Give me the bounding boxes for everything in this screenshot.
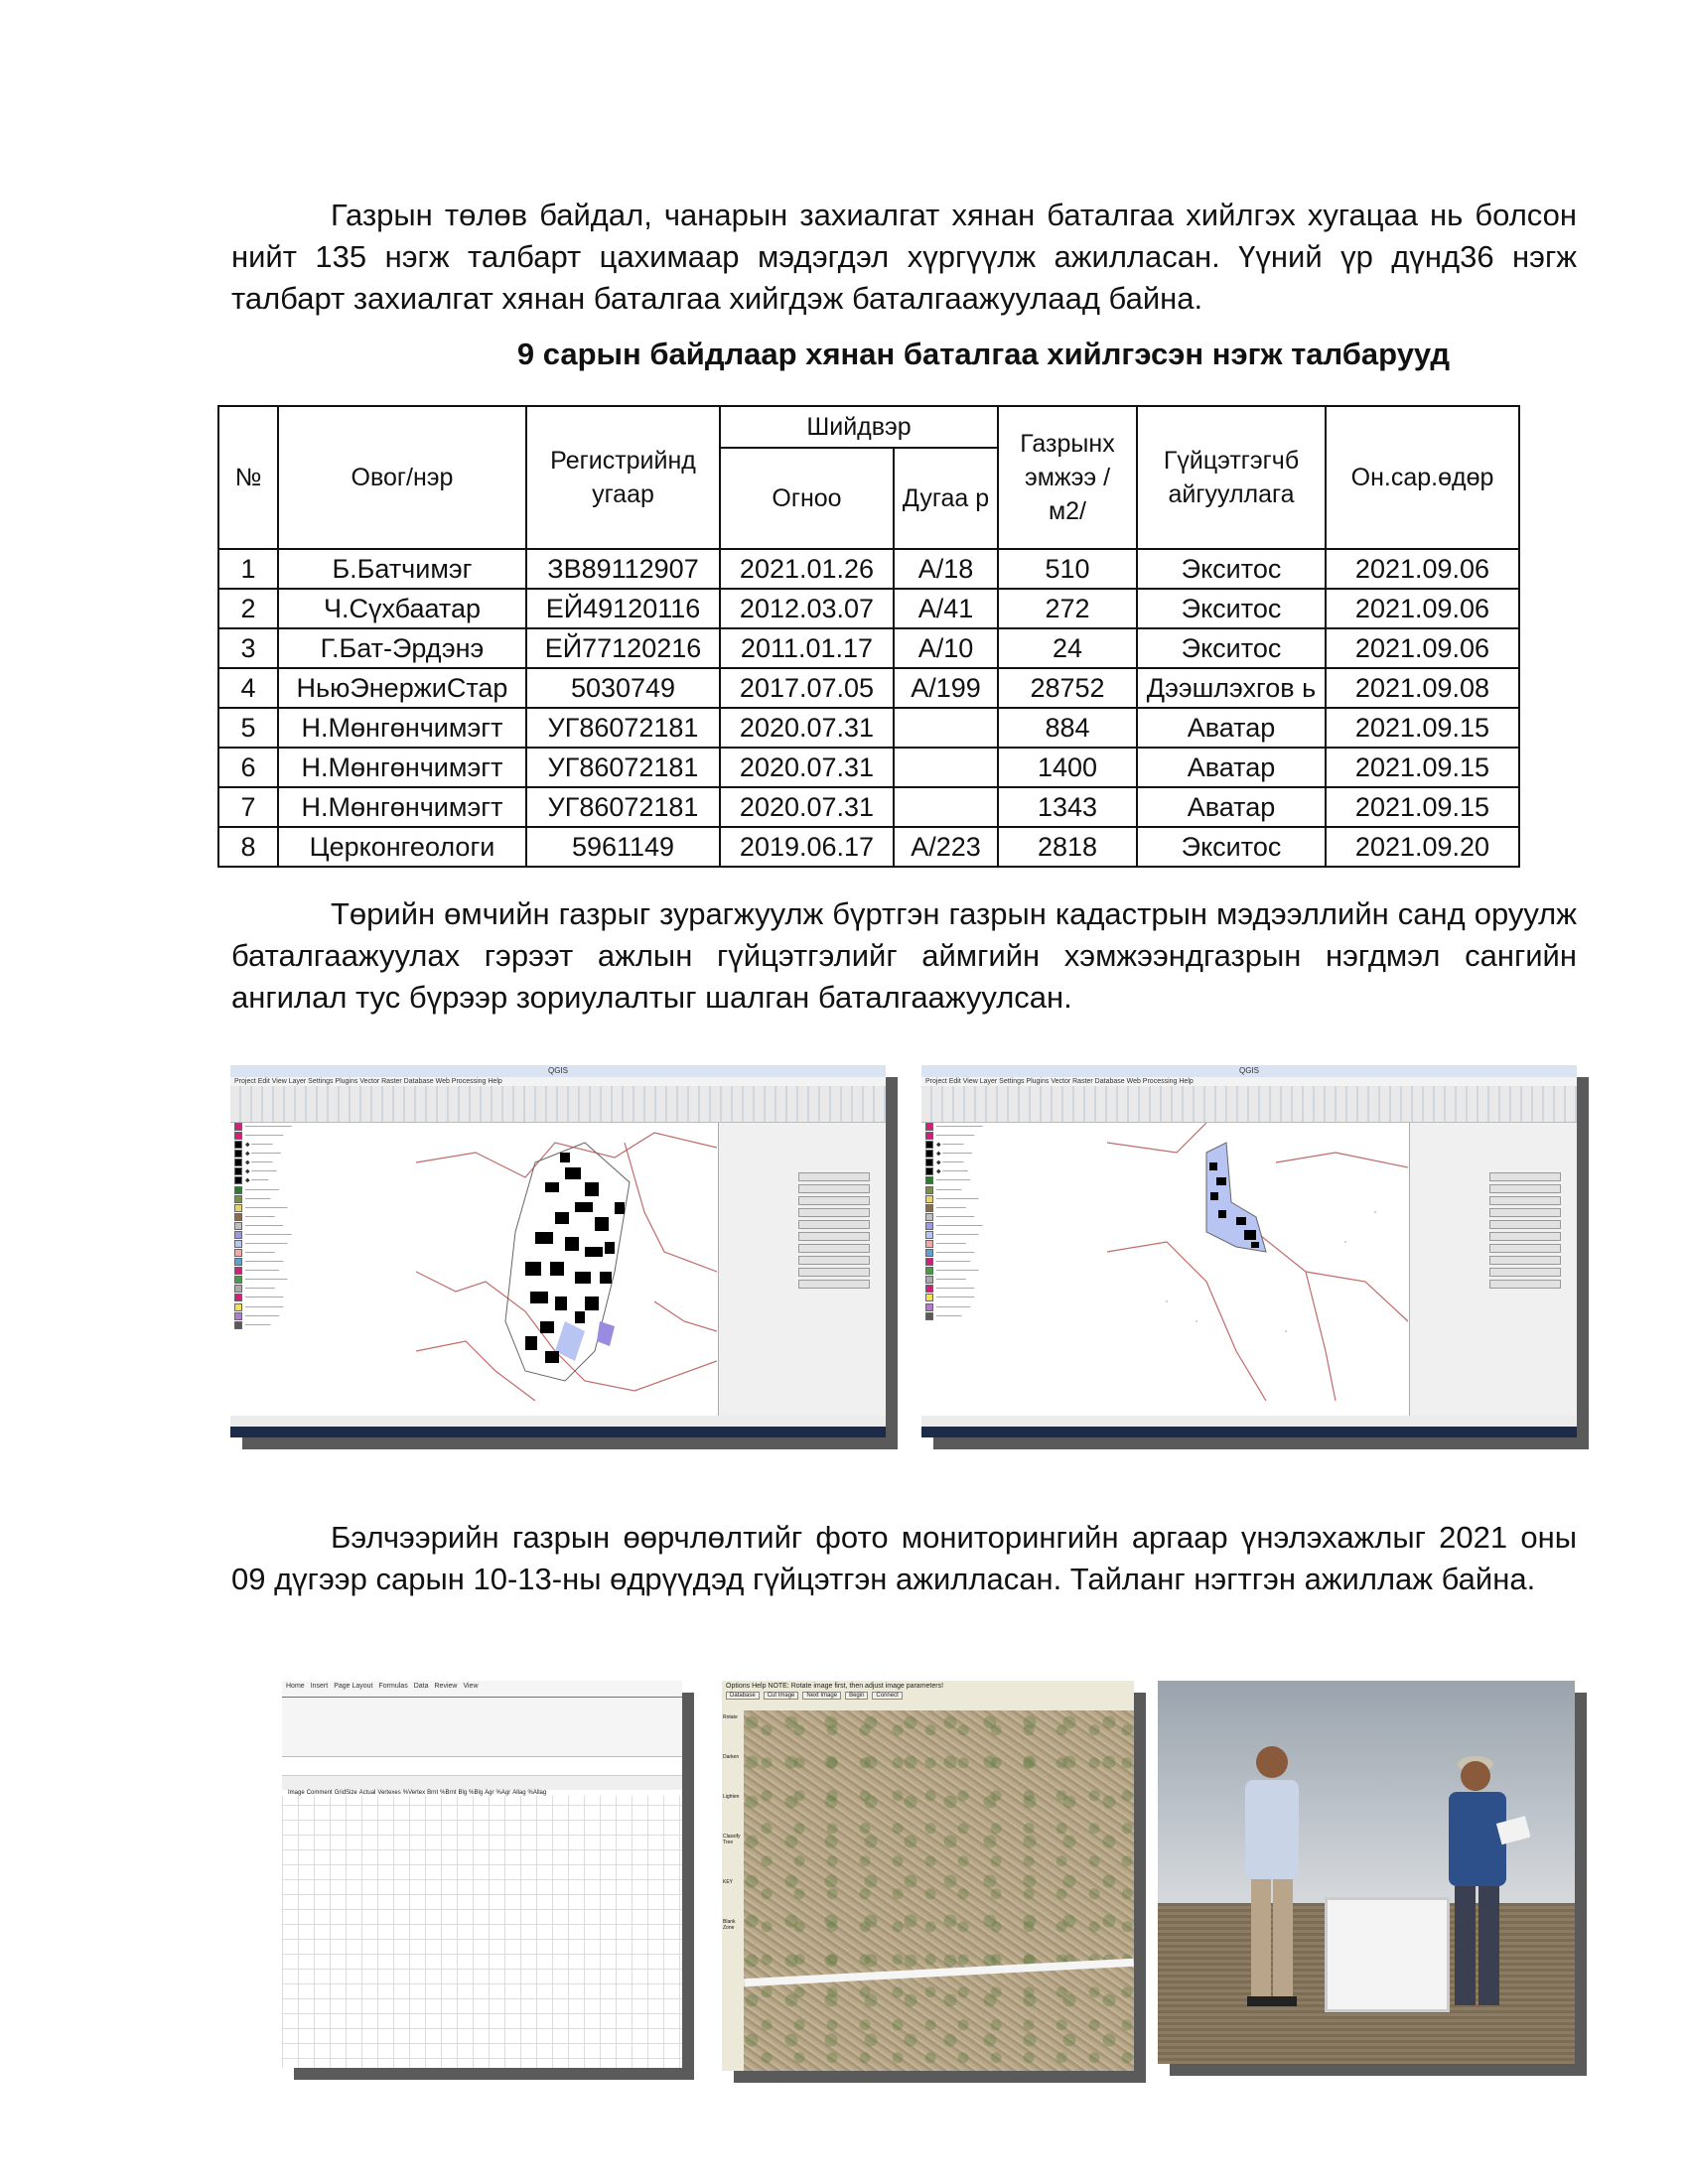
cell-name: Н.Мөнгөнчимэгт	[278, 748, 526, 787]
cell-number: А/41	[894, 589, 998, 628]
col-decision-date: Огноо	[720, 448, 894, 549]
cell-contractor: Аватар	[1137, 787, 1326, 827]
measuring-tape	[744, 1959, 1134, 1987]
samplepoint-button[interactable]: Database	[726, 1692, 760, 1700]
samplepoint-side-button[interactable]: Blank Zone	[723, 1919, 736, 1931]
layers-panel: ─────────── ───────── ◆ ───── ◆ ─────── ◆ ───── ◆ ────── ◆ ──── ──────── ────── ────────── ─────── ───────── ─────────── ────────── ─────── ───────── ──────── ────────── ─────── ───────── ───────── ──────── ──────	[230, 1123, 419, 1416]
excel-tab[interactable]: Formulas	[378, 1683, 408, 1690]
table-row	[218, 708, 1519, 748]
column-header-row	[282, 1776, 682, 1790]
samplepoint-sidebar	[722, 1710, 745, 2071]
map-drawing	[416, 1123, 717, 1401]
col-name: Овог/нэр	[278, 406, 526, 549]
samplepoint-button[interactable]: Connect	[872, 1692, 902, 1700]
sheet-header-cell: %Agr	[495, 1790, 511, 1796]
cell-area: 28752	[998, 668, 1137, 708]
cell-number	[894, 708, 998, 748]
cell-no: 4	[218, 668, 278, 708]
map-canvas-1[interactable]	[416, 1123, 717, 1416]
sheet-header-cell: %Vertex	[402, 1790, 426, 1796]
cell-register: ЕЙ49120116	[526, 589, 720, 628]
cell-done: 2021.09.08	[1326, 668, 1519, 708]
samplepoint-side-button[interactable]: Darken	[723, 1754, 740, 1760]
col-decision: Шийдвэр	[720, 406, 998, 448]
samplepoint-buttons	[726, 1692, 1130, 1700]
layers-panel: ─────────── ───────── ◆ ───── ◆ ─────── ◆ ───── ◆ ────── ──────── ────── ────────── ─────── ───────── ─────────── ────────── ─────── ───────── ──────── ────────── ─────── ───────── ───────── ──────── ──────	[921, 1123, 1110, 1416]
cell-no: 2	[218, 589, 278, 628]
sheet-header-cell: %Allag	[527, 1790, 547, 1796]
excel-tab[interactable]: Insert	[310, 1683, 329, 1690]
sheet-header-cell: Blg	[458, 1790, 468, 1796]
sheet-header-cell: Allag	[512, 1790, 526, 1796]
samplepoint-side-button[interactable]: Rotate	[723, 1714, 738, 1720]
whiteboard-sign	[1325, 1897, 1450, 2012]
cell-contractor: Экситос	[1137, 549, 1326, 589]
intro-paragraph: Газрын төлөв байдал, чанарын захиалгат хянан баталгаа хийлгэх хугацаа нь болсон нийт 135 нэгж талбарт цахимаар мэдэгдэл хүргүүлж ажилласан. Үүний үр дүнд36 нэгж талбарт захиалгат хянан баталгаа хийгдэж баталгаажуулаад байна.	[231, 198, 1577, 316]
sheet-header-cell: Brnt	[427, 1790, 439, 1796]
cell-contractor: Дээшлэхгов ь	[1137, 668, 1326, 708]
cell-register: УГ86072181	[526, 787, 720, 827]
sheet-header-cell: Vertexes	[377, 1790, 401, 1796]
panel-button[interactable]	[798, 1280, 870, 1289]
window-title: QGIS	[230, 1065, 886, 1077]
panel-button[interactable]	[1489, 1196, 1561, 1205]
field-photo	[1158, 1681, 1575, 2064]
cell-name: Г.Бат-Эрдэнэ	[278, 628, 526, 668]
verification-table	[217, 405, 1520, 868]
col-no: №	[218, 406, 278, 549]
cell-area: 2818	[998, 827, 1137, 867]
cell-register: 5961149	[526, 827, 720, 867]
panel-button[interactable]	[1489, 1172, 1561, 1181]
excel-ribbon	[282, 1681, 682, 1757]
cell-area: 1400	[998, 748, 1137, 787]
samplepoint-toolbar	[722, 1681, 1134, 1710]
cell-area: 884	[998, 708, 1137, 748]
cell-contractor: Аватар	[1137, 708, 1326, 748]
panel-button[interactable]	[798, 1244, 870, 1253]
cell-register: ЕЙ77120216	[526, 628, 720, 668]
cell-no: 5	[218, 708, 278, 748]
table-row	[218, 549, 1519, 589]
status-bar	[921, 1416, 1577, 1427]
sheet-header-cell: GridSize	[334, 1790, 357, 1796]
cell-contractor: Аватар	[1137, 748, 1326, 787]
excel-tab[interactable]: Home	[286, 1683, 305, 1690]
excel-tab[interactable]: Page Layout	[334, 1683, 373, 1690]
cell-done: 2021.09.15	[1326, 748, 1519, 787]
panel-button[interactable]	[798, 1196, 870, 1205]
cell-date: 2021.01.26	[720, 549, 894, 589]
cell-contractor: Экситос	[1137, 589, 1326, 628]
map-drawing	[1107, 1123, 1408, 1401]
window-title: QGIS	[921, 1065, 1577, 1077]
cell-done: 2021.09.06	[1326, 589, 1519, 628]
panel-button[interactable]	[798, 1268, 870, 1277]
cell-no: 6	[218, 748, 278, 787]
cell-number: А/10	[894, 628, 998, 668]
excel-screenshot	[282, 1681, 682, 2068]
cell-name: Б.Батчимэг	[278, 549, 526, 589]
cell-register: 5030749	[526, 668, 720, 708]
sheet-header-cell: Agr	[485, 1790, 494, 1796]
cell-area: 1343	[998, 787, 1137, 827]
cell-done: 2021.09.15	[1326, 708, 1519, 748]
excel-tabs	[282, 1681, 682, 1698]
panel-button[interactable]	[1489, 1232, 1561, 1241]
panel-button[interactable]	[1489, 1220, 1561, 1229]
table-row	[218, 827, 1519, 867]
taskbar	[230, 1427, 886, 1437]
col-done-date: Он.сар.өдөр	[1326, 406, 1519, 549]
sheet-header-cell: Image	[288, 1790, 305, 1796]
table-title: 9 сарын байдлаар хянан баталгаа хийлгэсэн нэгж талбарууд	[516, 337, 1451, 371]
panel-button[interactable]	[1489, 1268, 1561, 1277]
map-canvas-2[interactable]	[1107, 1123, 1408, 1416]
menu-bar: Project Edit View Layer Settings Plugins Vector Raster Database Web Processing Help	[921, 1077, 1577, 1086]
samplepoint-screenshot	[722, 1681, 1134, 2071]
cell-no: 8	[218, 827, 278, 867]
cell-name: Ч.Сүхбаатар	[278, 589, 526, 628]
gis-screenshot-1	[230, 1065, 886, 1437]
cell-date: 2017.07.05	[720, 668, 894, 708]
cell-contractor: Экситос	[1137, 827, 1326, 867]
cell-done: 2021.09.06	[1326, 549, 1519, 589]
excel-tab[interactable]: Review	[434, 1683, 458, 1690]
cell-number	[894, 787, 998, 827]
table-row	[218, 748, 1519, 787]
cell-name: Н.Мөнгөнчимэгт	[278, 787, 526, 827]
col-contractor: Гүйцэтгэгчб айгууллага	[1137, 406, 1326, 549]
side-panel	[1409, 1123, 1577, 1416]
col-register: Регистрийнд угаар	[526, 406, 720, 549]
samplepoint-button[interactable]: Next Image	[802, 1692, 841, 1700]
person-left	[1227, 1740, 1317, 2018]
col-decision-number: Дугаа р	[894, 448, 998, 549]
cell-date: 2020.07.31	[720, 748, 894, 787]
table-row	[218, 589, 1519, 628]
panel-button[interactable]	[798, 1172, 870, 1181]
sheet-header-cell: Comment	[306, 1790, 333, 1796]
table-row	[218, 668, 1519, 708]
samplepoint-button[interactable]: Cut Image	[764, 1692, 799, 1700]
panel-button[interactable]	[1489, 1280, 1561, 1289]
cell-date: 2012.03.07	[720, 589, 894, 628]
cell-date: 2020.07.31	[720, 708, 894, 748]
cell-done: 2021.09.20	[1326, 827, 1519, 867]
cell-name: Церконгеологи	[278, 827, 526, 867]
cell-number: А/199	[894, 668, 998, 708]
cell-contractor: Экситос	[1137, 628, 1326, 668]
samplepoint-menu: Options Help NOTE: Rotate image first, then adjust image parameters!	[726, 1683, 944, 1690]
status-bar	[230, 1416, 886, 1427]
sheet-header-cell: %Brnt	[440, 1790, 457, 1796]
cell-no: 3	[218, 628, 278, 668]
cell-date: 2011.01.17	[720, 628, 894, 668]
gis-screenshot-2	[921, 1065, 1577, 1437]
samplepoint-side-button[interactable]: KEY	[723, 1879, 734, 1885]
cell-name: НьюЭнержиСтар	[278, 668, 526, 708]
panel-button[interactable]	[1489, 1244, 1561, 1253]
samplepoint-button[interactable]: Begin	[845, 1692, 868, 1700]
panel-button[interactable]	[1489, 1184, 1561, 1193]
panel-button[interactable]	[798, 1220, 870, 1229]
panel-button[interactable]	[798, 1256, 870, 1265]
cell-number: А/18	[894, 549, 998, 589]
formula-bar	[282, 1757, 682, 1776]
taskbar	[921, 1427, 1577, 1437]
cell-register: УГ86072181	[526, 708, 720, 748]
panel-button[interactable]	[798, 1208, 870, 1217]
cell-no: 7	[218, 787, 278, 827]
sheet-header-cell: %Blg	[469, 1790, 484, 1796]
cadastre-paragraph: Төрийн өмчийн газрыг зурагжуулж бүртгэн газрын кадастрын мэдээллийн санд оруулж баталгаажуулах гэрээт ажлын гүйцэтгэлийг аймгийн хэмжээндгазрын нэгдмэл сангийн ангилал тус бүрээр зориулалтыг шалган баталгаажуулсан.	[231, 896, 1577, 1015]
samplepoint-side-button[interactable]: Classify Tree	[723, 1834, 741, 1845]
panel-button[interactable]	[1489, 1208, 1561, 1217]
cell-area: 24	[998, 628, 1137, 668]
side-panel	[718, 1123, 886, 1416]
table-row	[218, 628, 1519, 668]
cell-number: А/223	[894, 827, 998, 867]
cell-no: 1	[218, 549, 278, 589]
toolbar	[230, 1086, 886, 1123]
col-area: Газрынх эмжээ / м2/	[998, 406, 1137, 549]
spreadsheet-grid[interactable]	[282, 1790, 682, 2068]
grass-sample-image[interactable]	[744, 1710, 1134, 2071]
cell-register: УГ86072181	[526, 748, 720, 787]
sheet-header-cell: Actual	[358, 1790, 376, 1796]
cell-area: 510	[998, 549, 1137, 589]
sheet-header-row	[282, 1790, 682, 1796]
menu-bar: Project Edit View Layer Settings Plugins Vector Raster Database Web Processing Help	[230, 1077, 886, 1086]
toolbar	[921, 1086, 1577, 1123]
cell-done: 2021.09.15	[1326, 787, 1519, 827]
cell-done: 2021.09.06	[1326, 628, 1519, 668]
cell-number	[894, 748, 998, 787]
monitoring-paragraph: Бэлчээрийн газрын өөрчлөлтийг фото мониторингийн аргаар үнэлэхажлыг 2021 оны 09 дүгээр сарын 10-13-ны өдрүүдэд гүйцэтгэн ажилласан. Тайланг нэгтгэн ажиллаж байна.	[231, 1520, 1577, 1596]
panel-button[interactable]	[1489, 1256, 1561, 1265]
samplepoint-side-button[interactable]: Lighten	[723, 1794, 740, 1800]
cell-area: 272	[998, 589, 1137, 628]
cell-date: 2020.07.31	[720, 787, 894, 827]
panel-button[interactable]	[798, 1232, 870, 1241]
table-row	[218, 787, 1519, 827]
cell-name: Н.Мөнгөнчимэгт	[278, 708, 526, 748]
cell-date: 2019.06.17	[720, 827, 894, 867]
excel-tab[interactable]: View	[463, 1683, 479, 1690]
excel-tab[interactable]: Data	[413, 1683, 429, 1690]
panel-button[interactable]	[798, 1184, 870, 1193]
cell-register: ЗВ89112907	[526, 549, 720, 589]
